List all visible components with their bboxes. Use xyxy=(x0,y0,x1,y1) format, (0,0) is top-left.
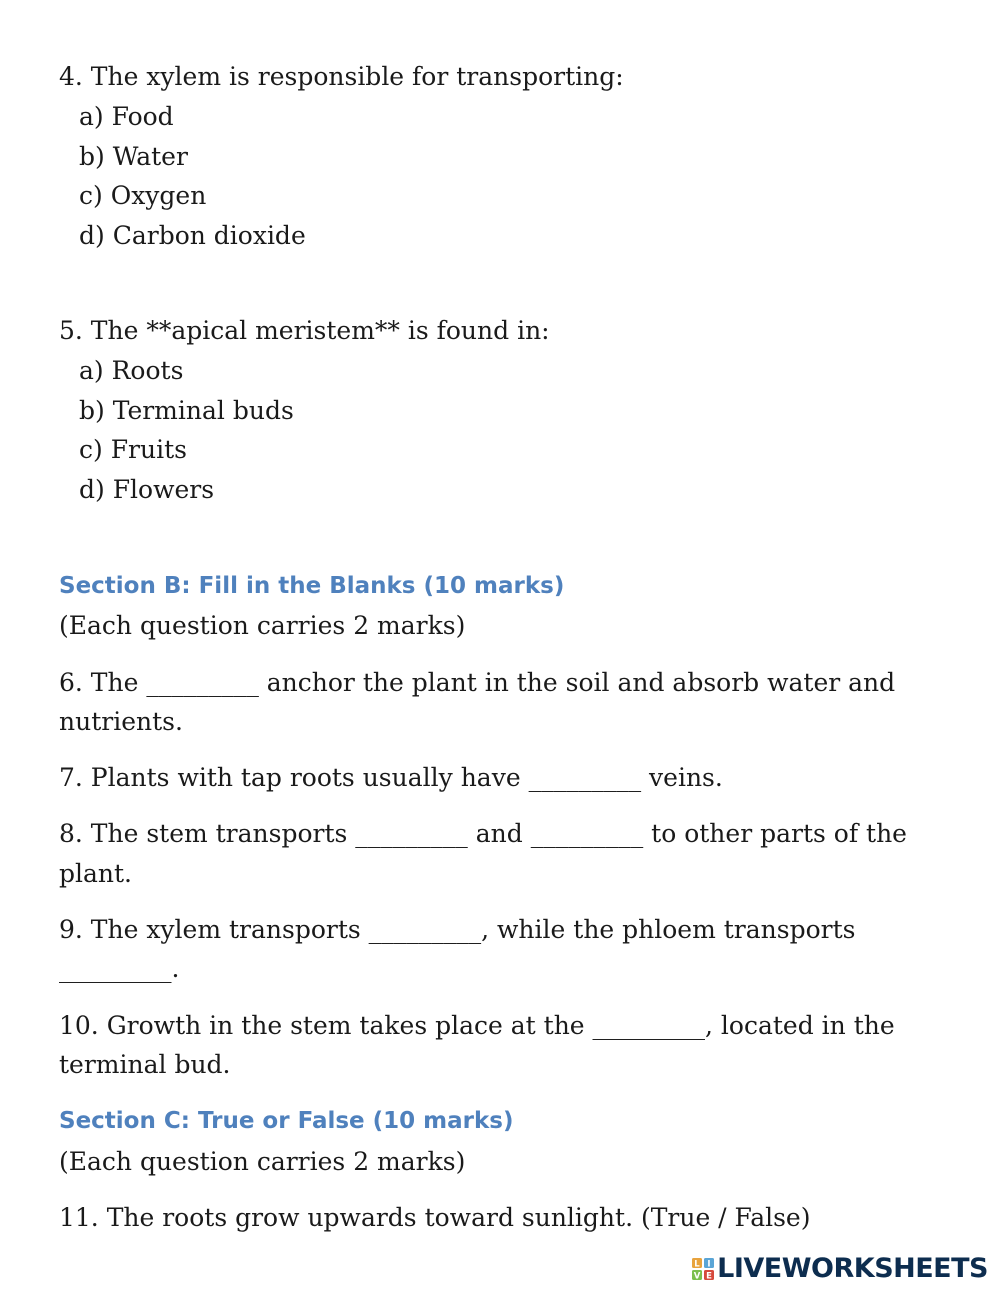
svg-text:I: I xyxy=(707,1259,711,1269)
svg-text:V: V xyxy=(693,1271,701,1281)
question-7: 7. Plants with tap roots usually have _________ veins. xyxy=(59,763,723,792)
section-b-title: Section B: Fill in the Blanks (10 marks) xyxy=(59,573,565,599)
question-4-option-d: d) Carbon dioxide xyxy=(79,221,306,250)
liveworksheets-logo[interactable] xyxy=(691,1253,988,1284)
question-8-line-2: plant. xyxy=(59,859,132,888)
section-c-title: Section C: True or False (10 marks) xyxy=(59,1108,514,1134)
svg-text:E: E xyxy=(706,1271,713,1281)
question-4-option-b: b) Water xyxy=(79,142,188,171)
question-4-option-c: c) Oxygen xyxy=(79,181,207,210)
question-10-line-2: terminal bud. xyxy=(59,1050,231,1079)
question-8-line-1: 8. The stem transports _________ and _________ to other parts of the xyxy=(59,819,907,848)
liveworksheets-wordmark: LIVEWORKSHEETS xyxy=(717,1253,988,1284)
question-9-line-2: _________. xyxy=(59,954,180,983)
question-5-stem: 5. The **apical meristem** is found in: xyxy=(59,316,550,345)
question-9-line-1: 9. The xylem transports _________, while the phloem transports xyxy=(59,915,856,944)
section-b-note: (Each question carries 2 marks) xyxy=(59,611,466,640)
svg-text:L: L xyxy=(694,1259,700,1269)
question-5-option-d: d) Flowers xyxy=(79,475,215,504)
question-5-option-a: a) Roots xyxy=(79,356,184,385)
question-11: 11. The roots grow upwards toward sunlight. (True / False) xyxy=(59,1203,811,1232)
liveworksheets-icon xyxy=(691,1257,715,1281)
question-6-line-1: 6. The _________ anchor the plant in the soil and absorb water and xyxy=(59,668,896,697)
question-10-line-1: 10. Growth in the stem takes place at the _________, located in the xyxy=(59,1011,895,1040)
question-6-line-2: nutrients. xyxy=(59,707,183,736)
question-5-option-c: c) Fruits xyxy=(79,435,187,464)
question-5-option-b: b) Terminal buds xyxy=(79,396,294,425)
question-4-stem: 4. The xylem is responsible for transporting: xyxy=(59,62,624,91)
section-c-note: (Each question carries 2 marks) xyxy=(59,1147,466,1176)
question-4-option-a: a) Food xyxy=(79,102,174,131)
